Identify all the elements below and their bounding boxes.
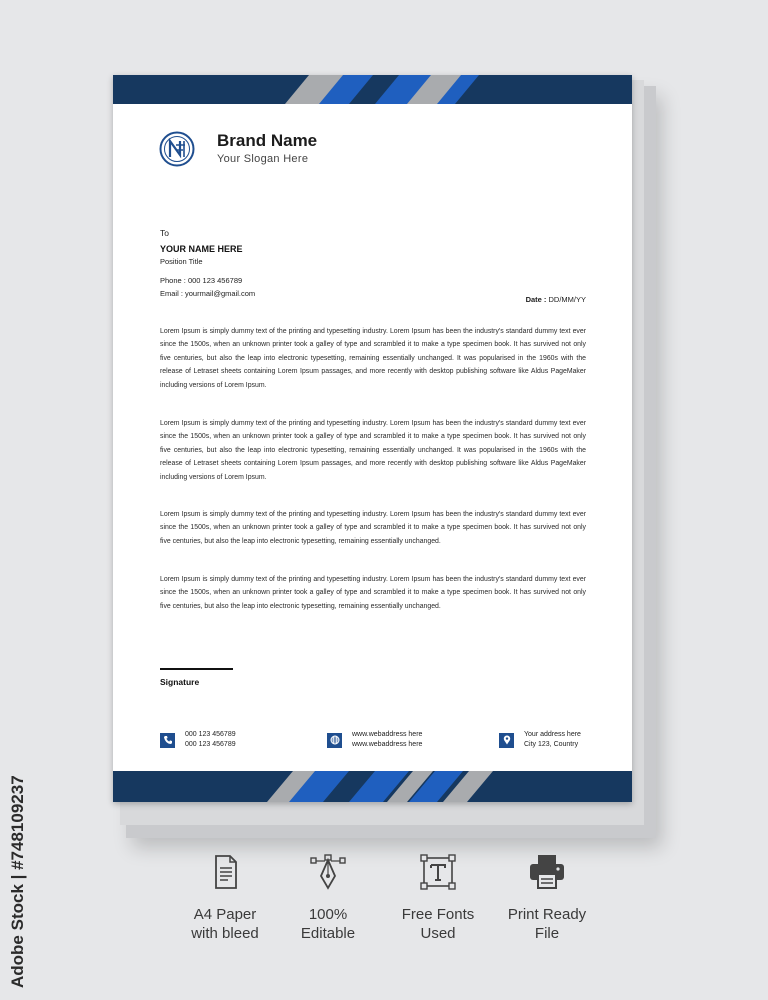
nf-monogram-logo [159, 131, 195, 167]
date-line [526, 295, 586, 304]
feature-label: Used [420, 925, 456, 942]
date-label: Date : [525, 295, 547, 304]
feature-label: A4 Paper [193, 906, 257, 923]
brand-name: Brand Name [217, 131, 318, 150]
location-pin-icon [499, 733, 514, 748]
footer-address [499, 730, 581, 750]
feature-editable [268, 852, 388, 943]
brand-slogan: Your Slogan Here [217, 153, 309, 165]
date-value: DD/MM/YY [546, 295, 586, 304]
footer-phone-line: 000 123 456789 [185, 741, 236, 748]
recipient-name: YOUR NAME HERE [160, 244, 243, 254]
globe-icon [327, 733, 342, 748]
phone-icon [160, 733, 175, 748]
body-paragraph: Lorem Ipsum is simply dummy text of the printing and typesetting industry. Lorem Ipsum has been the industry's standard dummy text ever since the 1500s, when an unknown printer took a galley of type and scrambled it to make a type specimen book. It has survived not only five centuries, but also the leap into electronic typesetting, remaining essentially unchanged. [160, 511, 586, 545]
footer-band [113, 771, 632, 802]
text-tool-icon [418, 852, 458, 892]
recipient-position: Position Title [160, 257, 203, 266]
signature-label: Signature [160, 677, 200, 687]
feature-label: Print Ready [507, 906, 587, 923]
footer-web-line: www.webaddress here [352, 731, 423, 738]
body-paragraph: Lorem Ipsum is simply dummy text of the printing and typesetting industry. Lorem Ipsum has been the industry's standard dummy text ever since the 1500s, when an unknown printer took a galley of type and scrambled it to make a type specimen book. It has survived not only five centuries, but also the leap into electronic typesetting, remaining essentially unchanged. It was popularised in the 1960s with the release of Letraset sheets containing Lorem Ipsum passages, and more recently with desktop publishing software like Aldus PageMaker including versions of Lorem Ipsum. [160, 328, 586, 389]
feature-print-ready [487, 852, 607, 943]
footer-address-line: City 123, Country [524, 741, 579, 748]
letterhead-page [113, 75, 632, 802]
feature-label: File [534, 925, 560, 942]
feature-label: Free Fonts [401, 906, 475, 923]
feature-free-fonts [378, 852, 498, 943]
stock-watermark-text: Adobe Stock | #748109237 [8, 775, 27, 988]
footer-web-text [352, 730, 422, 750]
document-icon [205, 852, 245, 892]
signature-line [160, 668, 233, 670]
footer-web-line: www.webaddress here [352, 741, 423, 748]
recipient-phone: Phone : 000 123 456789 [160, 276, 243, 285]
body-paragraph: Lorem Ipsum is simply dummy text of the printing and typesetting industry. Lorem Ipsum has been the industry's standard dummy text ever since the 1500s, when an unknown printer took a galley of type and scrambled it to make a type specimen book. It has survived not only five centuries, but also the leap into electronic typesetting, remaining essentially unchanged. [160, 576, 586, 610]
feature-label: with bleed [191, 925, 259, 942]
footer-address-line: Your address here [524, 731, 581, 738]
recipient-email: Email : yourmail@gmail.com [160, 289, 256, 298]
feature-a4-paper [165, 852, 285, 943]
feature-label: Editable [300, 925, 356, 942]
pen-tool-icon [308, 852, 348, 892]
footer-phone-line: 000 123 456789 [185, 731, 236, 738]
feature-label: 100% [308, 906, 348, 923]
footer-address-text [524, 730, 581, 750]
header-band [113, 75, 632, 104]
footer-phone-text [185, 730, 236, 750]
footer-web [327, 730, 422, 750]
body-paragraph: Lorem Ipsum is simply dummy text of the printing and typesetting industry. Lorem Ipsum has been the industry's standard dummy text ever since the 1500s, when an unknown printer took a galley of type and scrambled it to make a type specimen book. It has survived not only five centuries, but also the leap into electronic typesetting, remaining essentially unchanged. It was popularised in the 1960s with the release of Letraset sheets containing Lorem Ipsum passages, and more recently with desktop publishing software like Aldus PageMaker including versions of Lorem Ipsum. [160, 420, 586, 481]
printer-icon [527, 852, 567, 892]
to-label: To [160, 228, 169, 238]
footer-phone [160, 730, 236, 750]
